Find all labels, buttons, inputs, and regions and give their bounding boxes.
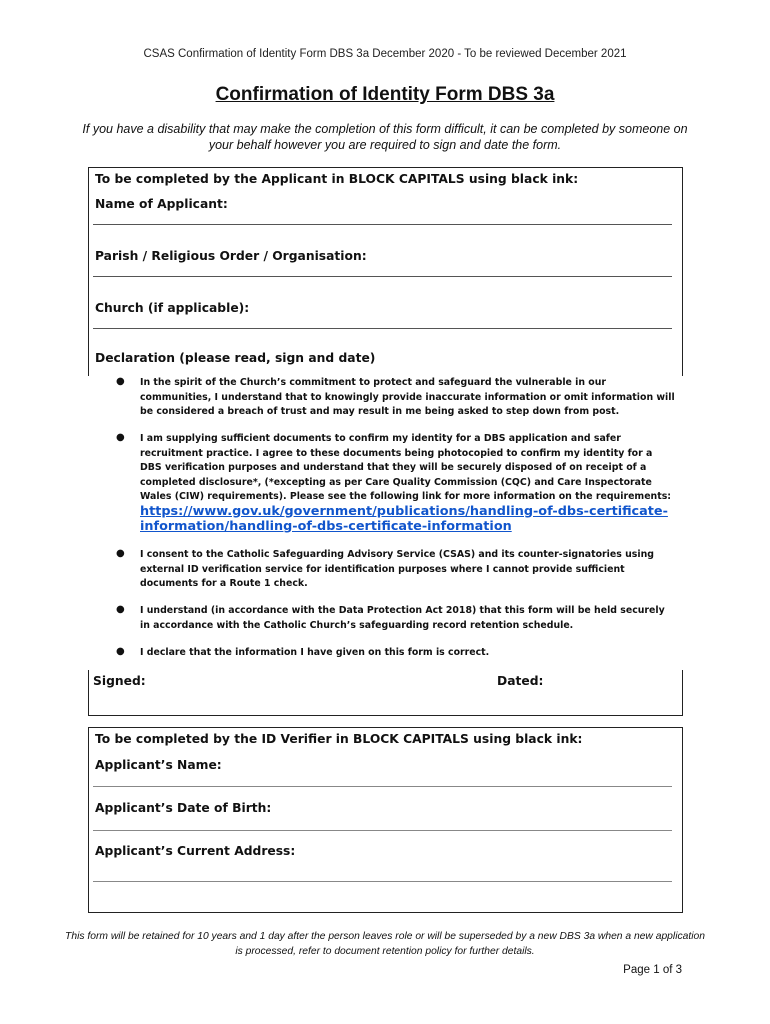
applicant-dob-field[interactable] <box>93 830 672 831</box>
bullet-icon: ● <box>116 604 125 615</box>
applicant-name-field[interactable] <box>93 786 672 787</box>
document-header: CSAS Confirmation of Identity Form DBS 3a December 2020 - To be reviewed December 2021 <box>143 48 627 60</box>
applicant-name-label: Applicant’s Name: <box>95 758 222 772</box>
applicant-dob-label: Applicant’s Date of Birth: <box>95 801 272 815</box>
retention-note: This form will be retained for 10 years and 1 day after the person leaves role or will be superseded by a new DBS 3a when a new application is processed, refer to document retention policy for further details. <box>65 931 705 957</box>
declaration-item: ● I am supplying sufficient documents to confirm my identity for a DBS application and safer recruitment practice. I agree to these documents being photocopied to confirm my identity for a DBS verification purposes and understand that they will be securely disposed of on receipt of a completed disclosure*, (*excepting as per Care Quality Commission (CQC) and Care Inspectorate Wales (CIW) requirements). Please see the following link for more information on the requirements: https://www.gov.uk/government/publications/handling-of-dbs-certificate-information/handling-of-dbs-certificate-information <box>116 432 672 534</box>
intro-text: If you have a disability that may make the completion of this form difficult, it can be completed by someone on your behalf however you are required to sign and date the form. <box>82 122 688 152</box>
signed-label: Signed: <box>93 674 146 688</box>
applicant-section-heading: To be completed by the Applicant in BLOCK CAPITALS using black ink: <box>95 172 579 186</box>
parish-label: Parish / Religious Order / Organisation: <box>95 249 367 263</box>
declaration-item: ● I declare that the information I have given on this form is correct. <box>116 646 490 658</box>
applicant-address-label: Applicant’s Current Address: <box>95 844 296 858</box>
name-of-applicant-label: Name of Applicant: <box>95 197 228 211</box>
bullet-icon: ● <box>116 376 125 387</box>
declaration-label: Declaration (please read, sign and date) <box>95 351 376 365</box>
signature-field[interactable] <box>153 672 483 710</box>
dated-label: Dated: <box>497 674 544 688</box>
declaration-list <box>88 372 683 660</box>
signature-section <box>88 670 683 716</box>
name-of-applicant-field[interactable] <box>93 224 672 225</box>
applicant-section <box>88 167 683 365</box>
church-label: Church (if applicable): <box>95 301 250 315</box>
declaration-item: ● I consent to the Catholic Safeguarding Advisory Service (CSAS) and its counter-signatories using external ID verification service for identification purposes where I cannot provide sufficient documents for a Route 1 check. <box>116 548 654 589</box>
bullet-icon: ● <box>116 646 125 657</box>
applicant-address-field[interactable] <box>93 881 672 882</box>
dbs-guidance-link[interactable]: https://www.gov.uk/government/publications/handling-of-dbs-certificate-information/handling-of-dbs-certificate-information <box>140 503 668 534</box>
bullet-icon: ● <box>116 432 125 443</box>
declaration-item: ● In the spirit of the Church’s commitment to protect and safeguard the vulnerable in our communities, I understand that to knowingly provide inaccurate information or omit information will be considered a breach of trust and may result in me being asked to step down from post. <box>116 376 675 417</box>
verifier-section <box>88 727 683 913</box>
church-field[interactable] <box>93 328 672 329</box>
bullet-icon: ● <box>116 548 125 559</box>
page-title: Confirmation of Identity Form DBS 3a <box>215 84 555 105</box>
parish-field[interactable] <box>93 276 672 277</box>
declaration-item: ● I understand (in accordance with the Data Protection Act 2018) that this form will be held securely in accordance with the Catholic Church’s safeguarding record retention schedule. <box>116 604 665 631</box>
page-number: Page 1 of 3 <box>623 964 682 976</box>
verifier-section-heading: To be completed by the ID Verifier in BLOCK CAPITALS using black ink: <box>95 732 583 746</box>
date-field[interactable] <box>549 672 679 710</box>
